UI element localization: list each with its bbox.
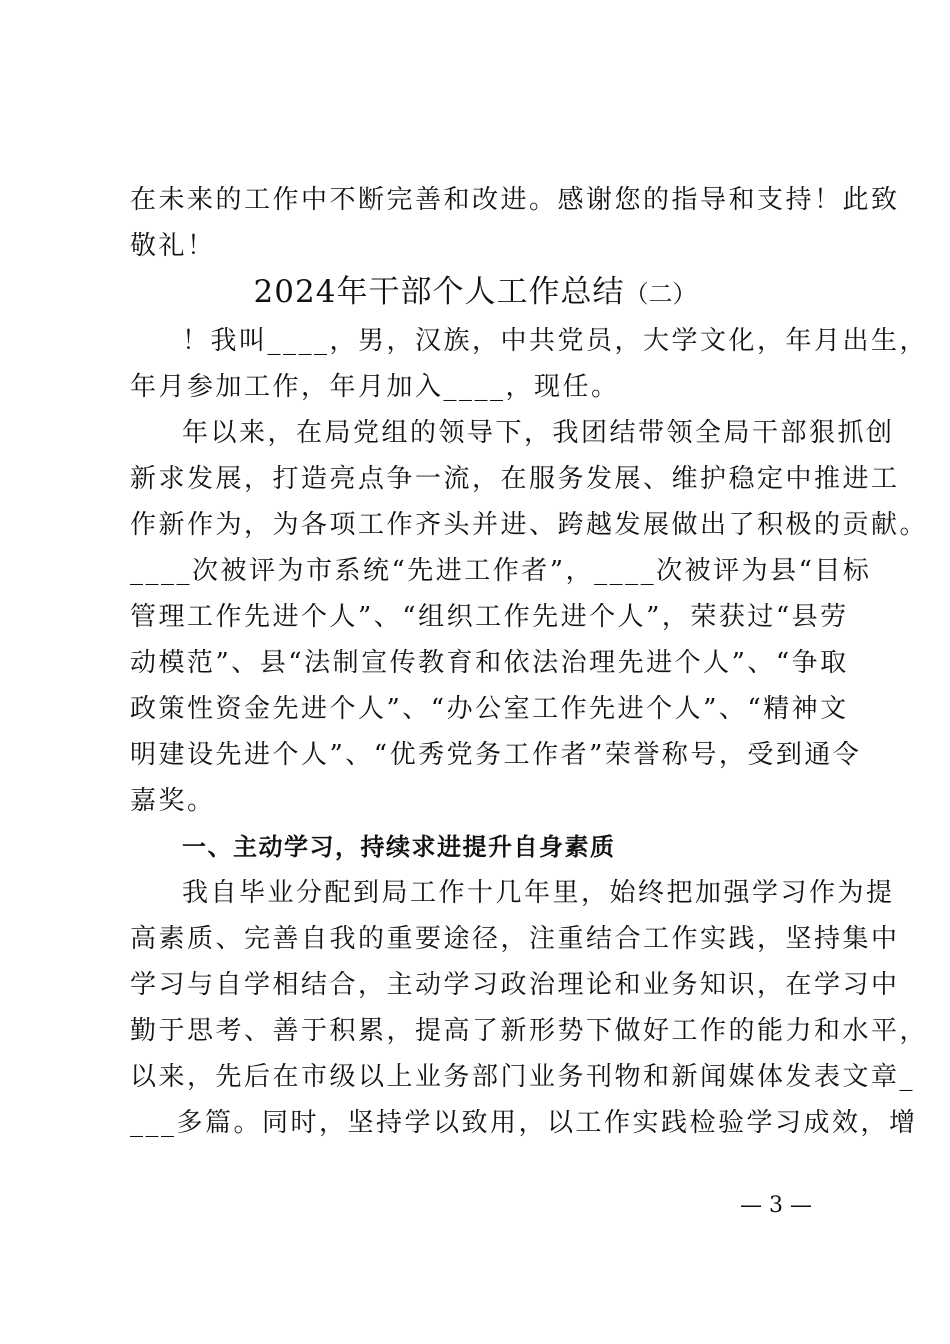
achievements-line-7: 政策性资金先进个人”、“办公室工作先进个人”、“精神文 [130, 694, 849, 724]
achievements-line-4: ____次被评为市系统“先进工作者”，____次被评为县“目标 [130, 556, 872, 586]
closing-line-1: 在未来的工作中不断完善和改进。感谢您的指导和支持！此致 [130, 185, 900, 215]
page-number: — 3 — [740, 1193, 812, 1218]
closing-line-2: 敬礼！ [130, 231, 216, 261]
achievements-line-1: 年以来，在局党组的领导下，我团结带领全局干部狠抓创 [182, 418, 895, 448]
section1-line-3: 学习与自学相结合，主动学习政治理论和业务知识，在学习中 [130, 970, 900, 1000]
achievements-line-5: 管理工作先进个人”、“组织工作先进个人”，荣获过“县劳 [130, 602, 849, 632]
achievements-line-3: 作新作为，为各项工作齐头并进、跨越发展做出了积极的贡献。 [130, 510, 929, 540]
document-title [0, 272, 950, 314]
section1-line-2: 高素质、完善自我的重要途径，注重结合工作实践，坚持集中 [130, 924, 900, 954]
achievements-line-6: 动模范”、县“法制宣传教育和依法治理先进个人”、“争取 [130, 648, 849, 678]
title-sub: （二） [624, 280, 697, 308]
section1-line-4: 勤于思考、善于积累，提高了新形势下做好工作的能力和水平， [130, 1016, 929, 1046]
achievements-line-8: 明建设先进个人”、“优秀党务工作者”荣誉称号，受到通令 [130, 740, 862, 770]
section1-line-5: 以来，先后在市级以上业务部门业务刊物和新闻媒体发表文章_ [130, 1062, 916, 1092]
intro-line-2: 年月参加工作，年月加入____，现任。 [130, 372, 620, 402]
section1-line-6: ___多篇。同时，坚持学以致用，以工作实践检验学习成效，增 [130, 1108, 918, 1138]
intro-line-1: ！我叫____，男，汉族，中共党员，大学文化，年月出生， [182, 326, 929, 356]
achievements-line-9: 嘉奖。 [130, 786, 216, 816]
section1-line-1: 我自毕业分配到局工作十几年里，始终把加强学习作为提 [182, 878, 895, 908]
achievements-line-2: 新求发展，打造亮点争一流，在服务发展、维护稳定中推进工 [130, 464, 900, 494]
section-heading-1: 一、主动学习，持续求进提升自身素质 [182, 833, 616, 861]
title-main: 2024年干部个人工作总结 [253, 274, 625, 310]
